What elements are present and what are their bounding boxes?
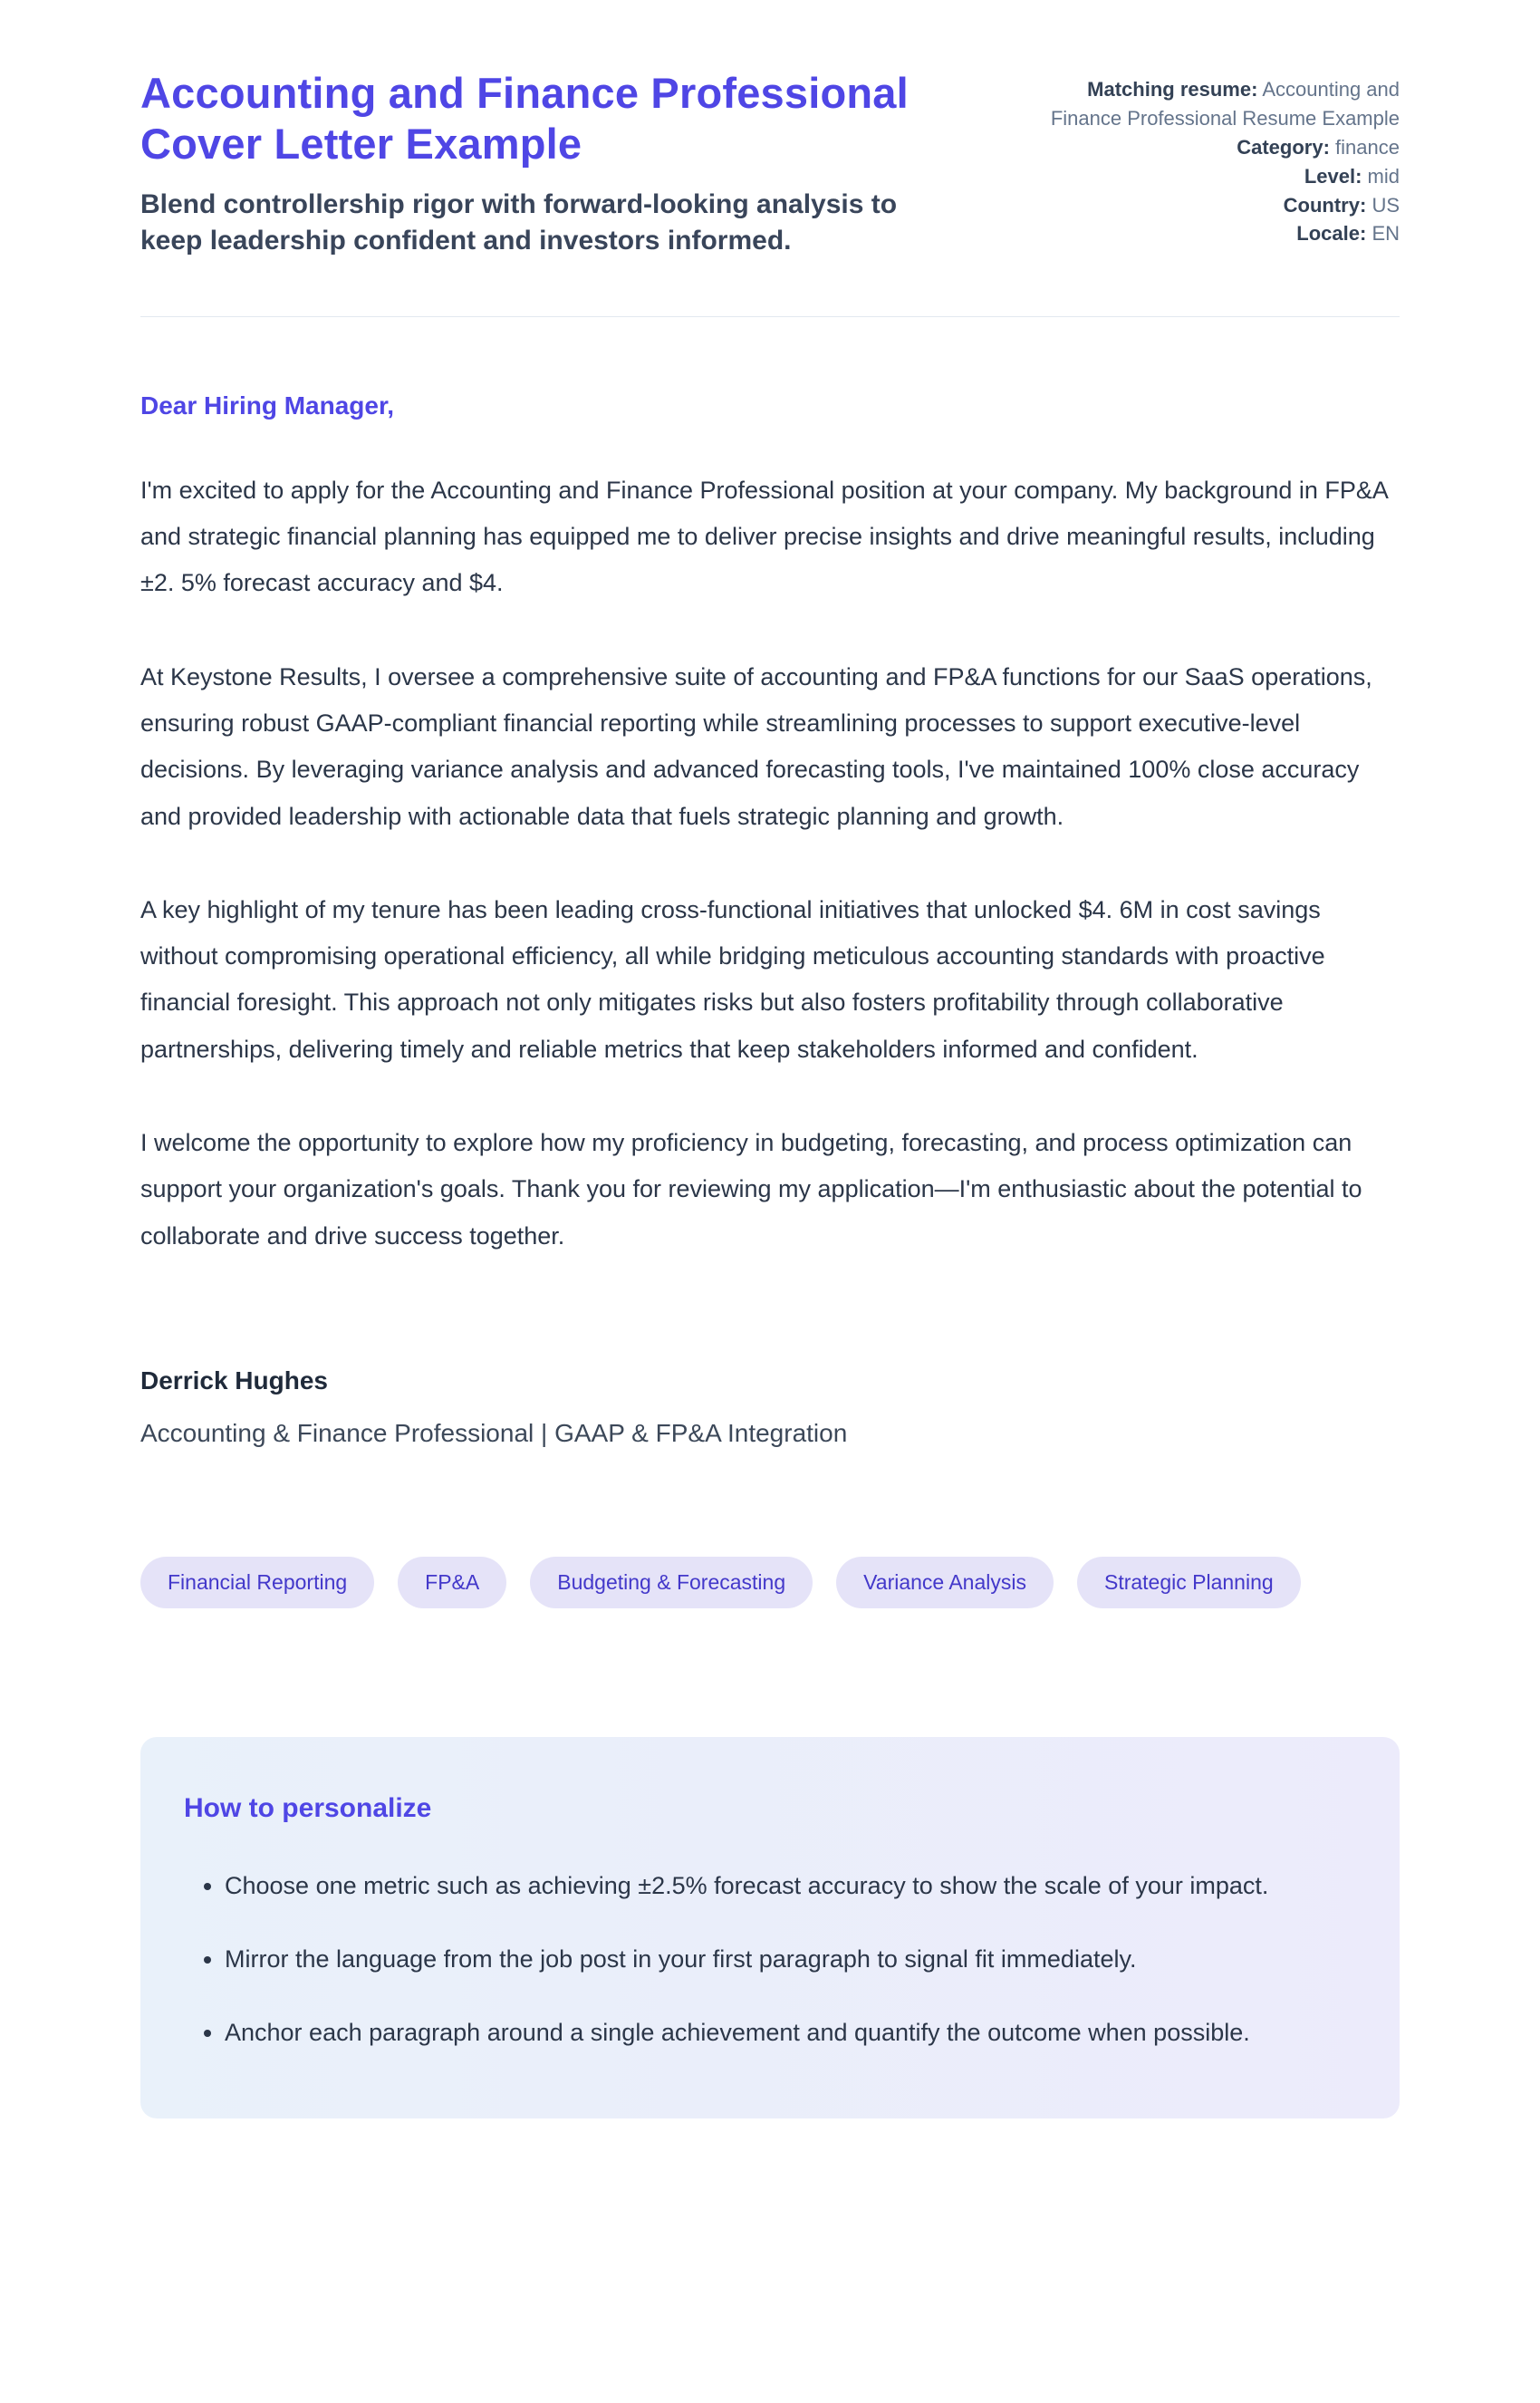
tag-budgeting-forecasting: Budgeting & Forecasting [530, 1557, 813, 1608]
tag-variance-analysis: Variance Analysis [836, 1557, 1054, 1608]
meta-value: finance [1335, 135, 1400, 159]
tag-fpa: FP&A [398, 1557, 506, 1608]
personalize-title: How to personalize [184, 1792, 432, 1823]
signature-title: Accounting & Finance Professional | GAAP & FP&A Integration [140, 1418, 848, 1447]
meta-value: EN [1372, 222, 1400, 246]
letter-paragraph: I'm excited to apply for the Accounting and Finance Professional position at your company. My background in FP&A and strategic financial planning has equipped me to deliver precise insights and drive meaningful results, including ±2. 5% forecast accuracy and $4. [140, 476, 1388, 597]
letter-salutation: Dear Hiring Manager, [140, 391, 395, 420]
signature-name: Derrick Hughes [140, 1366, 328, 1395]
skill-tags [140, 1557, 1400, 1608]
page-title: Accounting and Finance Professional Cover Letter Example [140, 69, 909, 169]
meta-label: Matching resume: [1087, 78, 1258, 101]
meta-level [1037, 162, 1400, 191]
meta-locale [1037, 219, 1400, 248]
letter-paragraph: A key highlight of my tenure has been leading cross-functional initiatives that unlocked $4. 6M in cost savings without compromising operational efficiency, all while bridging meticulous accounting standards with proactive financial foresight. This approach not only mitigates risks but also fosters profitability through collaborative partnerships, delivering timely and reliable metrics that keep stakeholders informed and confident. [140, 895, 1325, 1063]
meta-value: Accounting and Finance Professional Resume Example [1050, 78, 1400, 130]
meta-label: Locale: [1296, 222, 1367, 246]
meta-label: Country: [1283, 193, 1367, 217]
meta-value: US [1372, 193, 1400, 217]
header-title-block [140, 68, 938, 260]
personalize-item: • Anchor each paragraph around a single achievement and quantify the outcome when possible. [225, 2012, 1348, 2054]
letter-paragraph: At Keystone Results, I oversee a comprehensive suite of accounting and FP&A functions for our SaaS operations, ensuring robust GAAP-compliant financial reporting while streamlining processes to support executive-level decisions. By leveraging variance analysis and advanced forecasting tools, I've maintained 100% close accuracy and provided leadership with actionable data that fuels strategic planning and growth. [140, 662, 1372, 830]
letter-paragraph: I welcome the opportunity to explore how my proficiency in budgeting, forecasting, and process optimization can support your organization's goals. Thank you for reviewing my application—I'm enthusiastic about the potential to collaborate and drive success together. [140, 1129, 1362, 1250]
page-subtitle: Blend controllership rigor with forward-looking analysis to keep leadership confident and investors informed. [140, 188, 898, 256]
tag-financial-reporting: Financial Reporting [140, 1557, 374, 1608]
meta-value: mid [1367, 164, 1400, 188]
tag-strategic-planning: Strategic Planning [1077, 1557, 1301, 1608]
personalize-item: • Choose one metric such as achieving ±2.5% forecast accuracy to show the scale of your impact. [225, 1865, 1348, 1907]
meta-label: Level: [1304, 164, 1362, 188]
meta-matching-resume [1037, 75, 1400, 133]
meta-category [1037, 133, 1400, 162]
letter-body [140, 391, 1400, 1448]
header-divider [140, 316, 1400, 317]
meta-country [1037, 191, 1400, 220]
personalize-item: • Mirror the language from the job post in your first paragraph to signal fit immediately. [225, 1938, 1348, 1981]
meta-label: Category: [1237, 135, 1330, 159]
personalize-list [184, 1865, 1356, 2055]
page-header [140, 68, 1400, 260]
resume-meta-block [1037, 68, 1400, 248]
personalize-card [140, 1737, 1400, 2118]
